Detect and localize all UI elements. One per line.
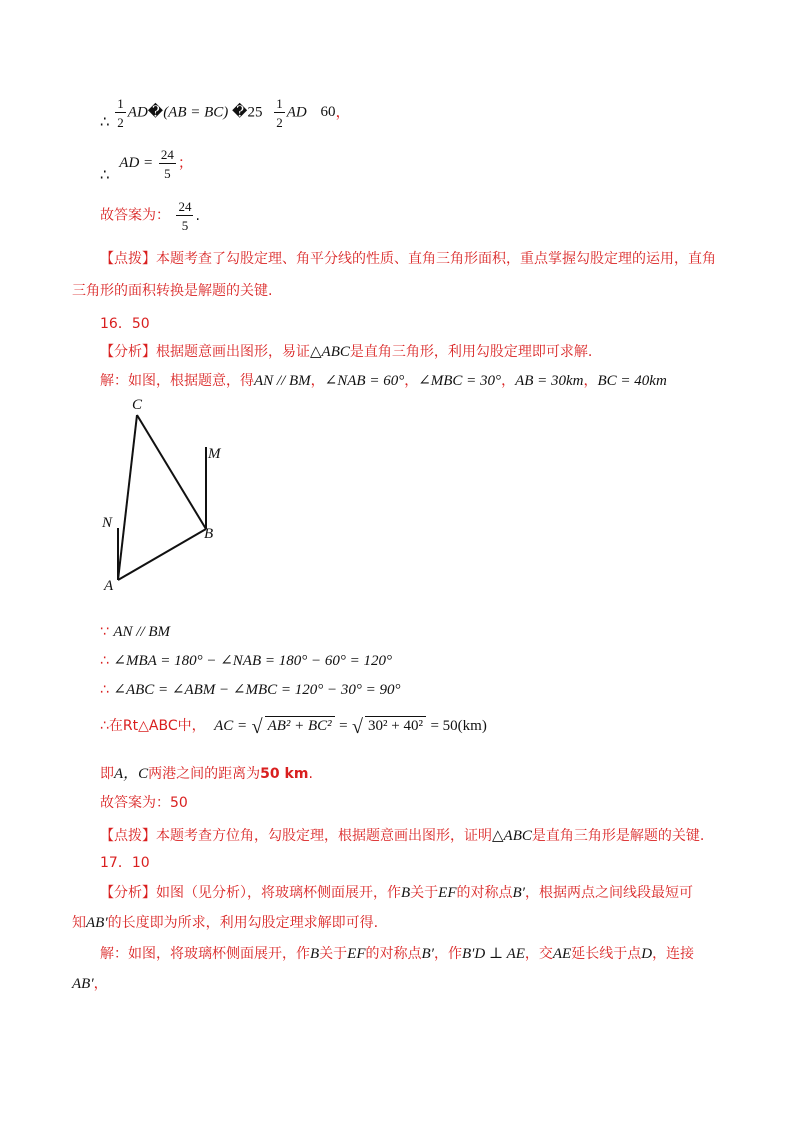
- analysis-17-line-1: 【分析】如图（见分析），将玻璃杯侧面展开，作B关于EF的对称点B′，根据两点之间线段最短可: [100, 885, 693, 901]
- solution-17-line-1: 解：如图，将玻璃杯侧面展开，作B关于EF的对称点B′，作B′D ⊥ AE，交AE延长线于点D，连接: [100, 946, 695, 962]
- step-2: ∴ ∠MBA = 180° − ∠NAB = 180° − 60° = 120°: [100, 653, 392, 669]
- solution-17-line-2: AB′，: [72, 976, 108, 992]
- solution-16-conditions: 解：如图，根据题意，得AN // BM，∠NAB = 60°，∠MBC = 30°，AB = 30km，BC = 40km: [100, 373, 667, 389]
- tip-line-1: 【点拨】本题考查了勾股定理、角平分线的性质、直角三角形面积，重点掌握勾股定理的运用，直角: [100, 251, 716, 267]
- conclusion-16: 即A，C两港之间的距离为50 km.: [100, 766, 313, 782]
- fraction: $\frac{1}{2}$: [117, 96, 124, 130]
- label-n: N: [102, 515, 113, 531]
- triangle-figure: [90, 390, 250, 600]
- tip-16: 【点拨】本题考查方位角，勾股定理，根据题意画出图形，证明△ABC是直角三角形是解题的关键.: [100, 828, 705, 844]
- answer-line-15: 故答案为： $\frac{24}{5}$ .: [100, 199, 200, 233]
- segment-ac: [118, 415, 137, 580]
- step-3: ∴ ∠ABC = ∠ABM − ∠MBC = 120° − 30° = 90°: [100, 682, 401, 698]
- segment-ab: [118, 529, 206, 580]
- label-m: M: [208, 446, 221, 462]
- equation-line-1: ∴ $\frac{1}{2}$ AD�(AB = BC) �25 $\frac{1}{2}$ AD 60，: [100, 96, 351, 131]
- equation-line-2: ∴ AD = $\frac{24}{5}$ ；: [100, 147, 193, 184]
- problem-17-heading: 17．10: [100, 855, 150, 871]
- label-c: C: [132, 397, 143, 413]
- analysis-17-line-2: 知AB′的长度即为所求，利用勾股定理求解即可得.: [72, 915, 379, 931]
- tip-line-2: 三角形的面积转换是解题的关键.: [72, 283, 273, 299]
- segment-cb: [137, 415, 206, 529]
- label-a: A: [104, 578, 114, 594]
- therefore-symbol: ∴: [100, 114, 110, 131]
- problem-16-heading: 16．50: [100, 316, 150, 332]
- fraction: $\frac{24}{5}$: [160, 147, 174, 181]
- label-b: B: [204, 526, 214, 542]
- therefore-symbol: ∴: [100, 167, 110, 184]
- step-4: ∴在Rt△ABC中， AC = √ AB² + BC² = √ 30² + 40² = 50(km): [100, 716, 487, 738]
- fraction: $\frac{24}{5}$: [178, 199, 192, 233]
- step-1: ∵ AN // BM: [100, 624, 171, 640]
- sqrt-expression: √ 30² + 40²: [352, 718, 426, 734]
- sqrt-expression: √ AB² + BC²: [252, 718, 335, 734]
- fraction: $\frac{1}{2}$: [276, 96, 283, 130]
- answer-line-16: 故答案为：50: [100, 795, 188, 811]
- analysis-16: 【分析】根据题意画出图形，易证△ABC是直角三角形，利用勾股定理即可求解.: [100, 344, 593, 360]
